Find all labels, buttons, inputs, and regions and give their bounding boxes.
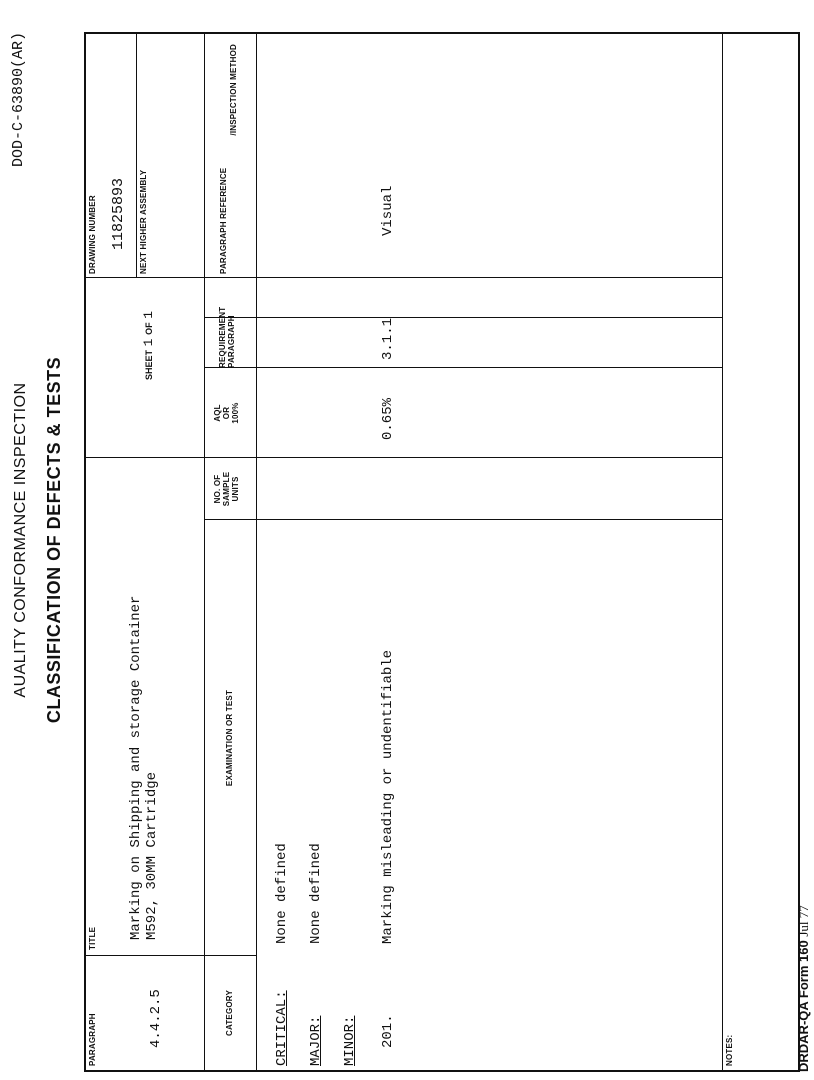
header-row-divider (204, 34, 205, 1070)
row-aql-201: 0.65% (380, 397, 396, 440)
row-exam-major: None defined (308, 843, 324, 944)
aql-header (214, 368, 240, 458)
document-id: DOD-C-63890(AR) (10, 32, 27, 168)
sample-units-header (214, 458, 240, 520)
aql-header-line1: AQL (213, 404, 222, 422)
notes-label: NOTES: (725, 1034, 734, 1066)
notes-divider (722, 34, 723, 1070)
paragraph-value: 4.4.2.5 (148, 989, 164, 1048)
title-label: TITLE (88, 926, 97, 950)
row-requirement-201: 3.1.1 (380, 317, 396, 360)
reference-header (219, 38, 239, 274)
form-label: DRDAR-QA Form 160 (796, 940, 811, 1072)
title-divider (86, 457, 204, 458)
sample-units-header-line2: SAMPLE (221, 471, 231, 507)
drawing-divider (136, 34, 137, 278)
row-method-201: Visual (380, 185, 396, 236)
sample-units-header-line3: UNITS (230, 476, 240, 502)
next-higher-assembly-label: NEXT HIGHER ASSEMBLY (139, 169, 148, 274)
sample-units-header-line1: NO. OF (213, 474, 222, 504)
title-line-2: M592, 30MM Cartridge (144, 771, 160, 940)
row-category-201: 201. (380, 1014, 396, 1048)
reference-header-line1: PARAGRAPH REFERENCE (219, 167, 228, 274)
row-category-major: MAJOR: (308, 1015, 324, 1066)
requirement-header-line1: REQUIREMENT (218, 306, 227, 368)
of-label: OF (144, 322, 154, 335)
sheet-label: SHEET (144, 349, 154, 380)
form-date: Jul 77 (796, 905, 811, 937)
req-divider (204, 317, 722, 318)
requirement-header-line2: PARAGRAPH (226, 315, 236, 368)
drawing-number-value: 11825893 (110, 177, 127, 250)
row-category-minor: MINOR: (342, 1015, 358, 1066)
drawing-number-label: DRAWING NUMBER (88, 195, 97, 274)
sheet-field (140, 311, 157, 380)
examination-header: EXAMINATION OR TEST (225, 689, 234, 787)
sheet-number: 1 (141, 338, 156, 347)
row-exam-critical: None defined (274, 843, 290, 944)
exam-divider (204, 519, 722, 520)
aql-header-line3: 100% (230, 402, 240, 424)
aql-header-line2: OR (221, 406, 231, 420)
defects-form (84, 32, 800, 1072)
requirement-header (218, 306, 237, 368)
sample-divider (204, 457, 722, 458)
page-title: CLASSIFICATION OF DEFECTS & TESTS (44, 356, 64, 724)
column-header-divider (256, 34, 257, 1070)
paragraph-label: PARAGRAPH (88, 1013, 97, 1066)
category-header: CATEGORY (225, 989, 234, 1037)
form-footer (796, 905, 812, 1072)
row-category-critical: CRITICAL: (274, 990, 290, 1066)
sheet-divider (86, 277, 722, 278)
inspection-heading: AUALITY CONFORMANCE INSPECTION (12, 382, 29, 698)
sheet-total: 1 (141, 310, 156, 319)
title-line-1: Marking on Shipping and storage Container (128, 595, 144, 940)
row-exam-201: Marking misleading or undentifiable (380, 649, 396, 944)
reference-header-line2: /INSPECTION METHOD (229, 44, 238, 136)
aql-divider (204, 367, 722, 368)
